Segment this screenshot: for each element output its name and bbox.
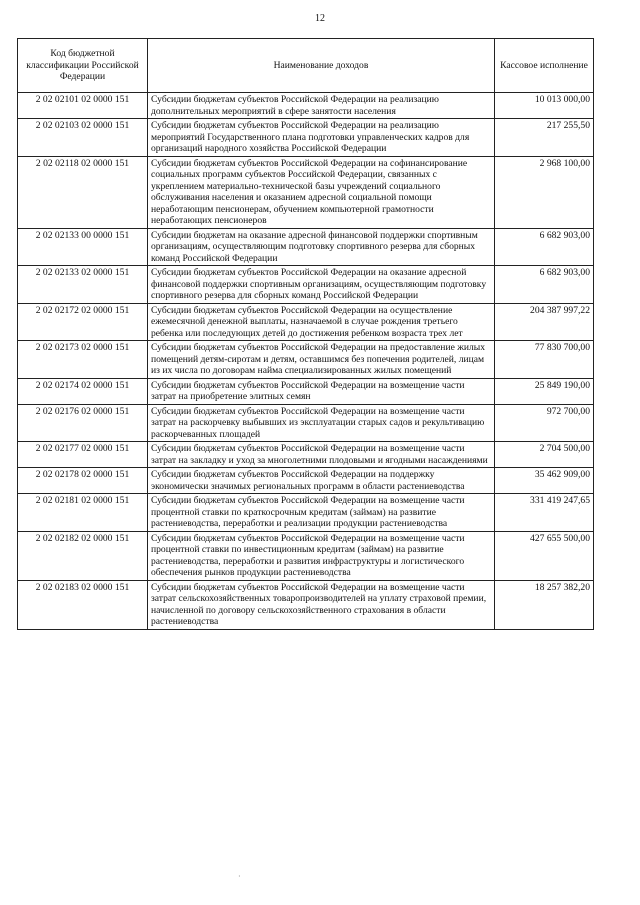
budget-code-cell: 2 02 02177 02 0000 151 <box>18 442 148 468</box>
table-row <box>18 494 594 532</box>
header-revenue-name: Наименование доходов <box>148 39 495 93</box>
cash-execution-cell: 10 013 000,00 <box>495 93 594 119</box>
budget-code-cell: 2 02 02118 02 0000 151 <box>18 156 148 228</box>
revenue-name-cell: Субсидии бюджетам субъектов Российской Федерации на реализацию дополнительных мероприятий в сфере занятости населения <box>148 93 495 119</box>
revenue-name-cell: Субсидии бюджетам субъектов Российской Федерации на возмещение части процентной ставки по инвестиционным кредитам (займам) на развитие растениеводства, переработки и развития инфраструктуры и логистического обеспечения рынков продукции растениеводства <box>148 531 495 580</box>
cash-execution-cell: 204 387 997,22 <box>495 303 594 341</box>
budget-code-cell: 2 02 02174 02 0000 151 <box>18 378 148 404</box>
cash-execution-cell: 35 462 909,00 <box>495 468 594 494</box>
table-row <box>18 580 594 629</box>
cash-execution-cell: 427 655 500,00 <box>495 531 594 580</box>
revenue-name-cell: Субсидии бюджетам субъектов Российской Федерации на возмещение части затрат на приобретение элитных семян <box>148 378 495 404</box>
revenue-name-cell: Субсидии бюджетам субъектов Российской Федерации на возмещение части затрат на закладку и уход за многолетними плодовыми и ягодными насаждениями <box>148 442 495 468</box>
page-number: 12 <box>315 13 325 24</box>
cash-execution-cell: 2 704 500,00 <box>495 442 594 468</box>
header-budget-code: Код бюджетной классификации Российской Федерации <box>18 39 148 93</box>
revenue-name-cell: Субсидии бюджетам на оказание адресной финансовой поддержки спортивным организациям, осуществляющим подготовку спортивного резерва для сборных команд Российской Федерации <box>148 228 495 266</box>
budget-code-cell: 2 02 02101 02 0000 151 <box>18 93 148 119</box>
budget-code-cell: 2 02 02178 02 0000 151 <box>18 468 148 494</box>
revenue-name-cell: Субсидии бюджетам субъектов Российской Федерации на софинансирование социальных программ субъектов Российской Федерации, связанных с укреплением материально-технической базы учреждений социального обслуживания населения и оказанием адресной социальной помощи неработающим пенсионерам, обучением компьютерной грамотности неработающих пенсионеров <box>148 156 495 228</box>
table-row <box>18 468 594 494</box>
table-row <box>18 531 594 580</box>
table-row <box>18 303 594 341</box>
cash-execution-cell: 18 257 382,20 <box>495 580 594 629</box>
table-row <box>18 266 594 304</box>
table-row <box>18 378 594 404</box>
revenue-name-cell: Субсидии бюджетам субъектов Российской Федерации на оказание адресной финансовой поддержки спортивным организациям, осуществляющим подготовку спортивного резерва для сборных команд Российской Федерации <box>148 266 495 304</box>
budget-code-cell: 2 02 02183 02 0000 151 <box>18 580 148 629</box>
revenue-name-cell: Субсидии бюджетам субъектов Российской Федерации на предоставление жилых помещений детям-сиротам и детям, оставшимся без попечения родителей, лицам из их числа по договорам найма специализированных жилых помещений <box>148 341 495 379</box>
revenue-name-cell: Субсидии бюджетам субъектов Российской Федерации на возмещение части процентной ставки по краткосрочным кредитам (займам) на развитие растениеводства, переработки и реализации продукции растениеводства <box>148 494 495 532</box>
revenue-name-cell: Субсидии бюджетам субъектов Российской Федерации на возмещение части затрат на раскорчевку выбывших из эксплуатации старых садов и рекультивацию раскорчеванных площадей <box>148 404 495 442</box>
footer-mark: · <box>238 872 241 881</box>
revenue-name-cell: Субсидии бюджетам субъектов Российской Федерации на реализацию мероприятий Государственного плана подготовки управленческих кадров для организаций народного хозяйства Российской Федерации <box>148 119 495 157</box>
cash-execution-cell: 6 682 903,00 <box>495 228 594 266</box>
budget-code-cell: 2 02 02181 02 0000 151 <box>18 494 148 532</box>
cash-execution-cell: 6 682 903,00 <box>495 266 594 304</box>
revenue-name-cell: Субсидии бюджетам субъектов Российской Федерации на возмещение части затрат сельскохозяйственных товаропроизводителей на уплату страховой премии, начисленной по договору сельскохозяйственного страхования в области растениеводства <box>148 580 495 629</box>
cash-execution-cell: 25 849 190,00 <box>495 378 594 404</box>
cash-execution-cell: 2 968 100,00 <box>495 156 594 228</box>
revenue-name-cell: Субсидии бюджетам субъектов Российской Федерации на осуществление ежемесячной денежной выплаты, назначаемой в случае рождения третьего ребенка или последующих детей до достижения ребенком возраста трех лет <box>148 303 495 341</box>
table-header-row <box>18 39 594 93</box>
budget-code-cell: 2 02 02176 02 0000 151 <box>18 404 148 442</box>
cash-execution-cell: 972 700,00 <box>495 404 594 442</box>
table-row <box>18 404 594 442</box>
cash-execution-cell: 217 255,50 <box>495 119 594 157</box>
table-row <box>18 228 594 266</box>
budget-code-cell: 2 02 02182 02 0000 151 <box>18 531 148 580</box>
header-cash-execution: Кассовое исполнение <box>495 39 594 93</box>
budget-code-cell: 2 02 02173 02 0000 151 <box>18 341 148 379</box>
table-row <box>18 119 594 157</box>
budget-code-cell: 2 02 02172 02 0000 151 <box>18 303 148 341</box>
table-row <box>18 93 594 119</box>
budget-code-cell: 2 02 02103 02 0000 151 <box>18 119 148 157</box>
cash-execution-cell: 77 830 700,00 <box>495 341 594 379</box>
budget-code-cell: 2 02 02133 00 0000 151 <box>18 228 148 266</box>
revenue-name-cell: Субсидии бюджетам субъектов Российской Федерации на поддержку экономически значимых региональных программ в области растениеводства <box>148 468 495 494</box>
table-row <box>18 156 594 228</box>
table-row <box>18 341 594 379</box>
cash-execution-cell: 331 419 247,65 <box>495 494 594 532</box>
budget-code-cell: 2 02 02133 02 0000 151 <box>18 266 148 304</box>
table-row <box>18 442 594 468</box>
budget-revenue-table <box>17 38 594 630</box>
